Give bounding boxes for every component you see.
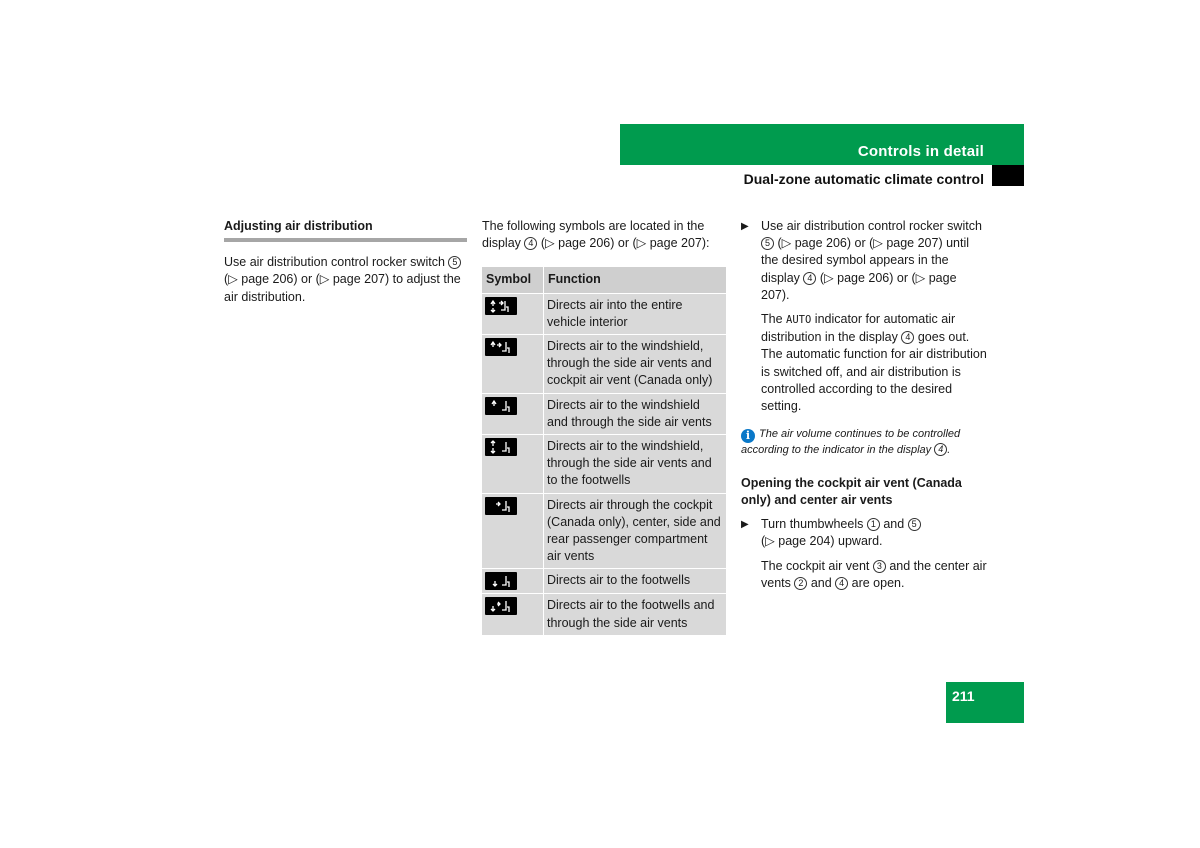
symbol-cell: [482, 294, 543, 335]
text: (▷ page 206) or (▷ page 207):: [537, 236, 710, 251]
intro-paragraph: [224, 254, 467, 306]
symbol-table: [482, 267, 726, 635]
text: are open.: [848, 575, 905, 590]
info-note: [741, 427, 987, 459]
text: Use air distribution control rocker switch: [761, 219, 982, 233]
function-cell: Directs air through the cockpit (Canada only), center, side and rear passenger compartment air vents: [543, 494, 726, 570]
circled-reference: 4: [524, 237, 537, 250]
function-cell: Directs air to the windshield, through the side air vents and cockpit air vent (Canada only): [543, 335, 726, 394]
instruction-step: [741, 218, 987, 304]
header-marker-block: [992, 165, 1024, 186]
table-row: [482, 569, 726, 594]
text: (▷ page 206) or (▷ page 207) until the desired symbol appears in the display: [761, 236, 970, 285]
table-row: [482, 394, 726, 435]
symbol-cell: [482, 594, 543, 635]
air-footwell-side-icon: [485, 597, 517, 615]
table-row: [482, 494, 726, 570]
function-cell: Directs air into the entire vehicle interior: [543, 294, 726, 335]
middle-column: [482, 218, 726, 636]
table-row: [482, 294, 726, 335]
heading-rule: [224, 238, 467, 242]
function-cell: Directs air to the footwells: [543, 569, 726, 594]
text: and the center air vents: [761, 558, 987, 590]
text: Turn thumbwheels: [761, 517, 867, 532]
subsection-header: [620, 165, 1024, 189]
column-header-symbol: Symbol: [482, 267, 543, 293]
text: (▷ page 206) or (▷ page 207) to adjust the air distribution.: [224, 272, 461, 304]
circled-reference: 3: [873, 560, 886, 573]
air-windshield-side-footwell-icon: [485, 438, 517, 456]
circled-reference: 2: [794, 577, 807, 590]
text: .: [947, 444, 951, 457]
column-header-function: Function: [543, 267, 726, 293]
function-cell: Directs air to the windshield and through the side air vents: [543, 394, 726, 435]
text: The cockpit air vent: [761, 558, 873, 573]
air-windshield-side-cockpit-icon: [485, 338, 517, 356]
circled-reference: 5: [908, 518, 921, 531]
bullet-arrow-icon: ▶: [741, 221, 749, 232]
text: The: [761, 312, 787, 327]
symbol-cell: [482, 335, 543, 394]
symbol-cell: [482, 435, 543, 494]
circled-reference: 1: [867, 518, 880, 531]
left-column: [224, 218, 467, 306]
circled-reference: 4: [901, 331, 914, 344]
text: The air volume continues to be controlled according to the indicator in the display: [741, 428, 961, 457]
text: and: [807, 575, 836, 590]
circled-reference: 4: [934, 443, 947, 456]
text: indicator for automatic air distribution in the display: [761, 312, 956, 345]
table-row: [482, 435, 726, 494]
instruction-step: [741, 516, 987, 550]
step-result: [741, 558, 987, 592]
air-cockpit-center-side-rear-icon: [485, 497, 517, 515]
table-header-row: [482, 267, 726, 293]
circled-reference: 5: [761, 237, 774, 250]
function-cell: Directs air to the windshield, through the side air vents and to the footwells: [543, 435, 726, 494]
symbol-cell: [482, 394, 543, 435]
circled-reference: 4: [835, 577, 848, 590]
section-heading: Adjusting air distribution: [224, 219, 373, 233]
symbol-cell: [482, 569, 543, 594]
auto-indicator-label: AUTO: [786, 314, 812, 327]
text: goes out. The automatic function for air distribution is switched off, and air distribution is controlled according to the desired setting.: [761, 330, 987, 414]
text: and: [879, 517, 908, 532]
subsection-heading: Opening the cockpit air vent (Canada only) and center air vents: [741, 475, 962, 507]
info-icon: i: [741, 429, 755, 443]
right-column: [741, 218, 987, 592]
subsection-title: Dual-zone automatic climate control: [743, 171, 984, 187]
step-result: [741, 311, 987, 415]
section-header-bar: [620, 124, 1024, 165]
function-cell: Directs air to the footwells and through the side air vents: [543, 594, 726, 635]
symbol-cell: [482, 494, 543, 570]
text: (▷ page 206) or (▷ page 207).: [761, 270, 957, 302]
page-number: 211: [952, 688, 975, 704]
air-footwell-icon: [485, 572, 517, 590]
section-title: Controls in detail: [857, 143, 984, 160]
table-row: [482, 594, 726, 635]
text: (▷ page 204) upward.: [761, 534, 883, 549]
text: Use air distribution control rocker switch: [224, 255, 449, 270]
text: The following symbols are located in the display: [482, 219, 705, 251]
table-intro: [482, 218, 726, 252]
bullet-arrow-icon: ▶: [741, 519, 749, 531]
table-row: [482, 335, 726, 394]
air-distribution-all-icon: [485, 297, 517, 315]
circled-reference: 4: [803, 272, 816, 285]
air-windshield-side-icon: [485, 397, 517, 415]
circled-reference: 5: [448, 256, 461, 269]
page-number-box: [946, 682, 1024, 723]
